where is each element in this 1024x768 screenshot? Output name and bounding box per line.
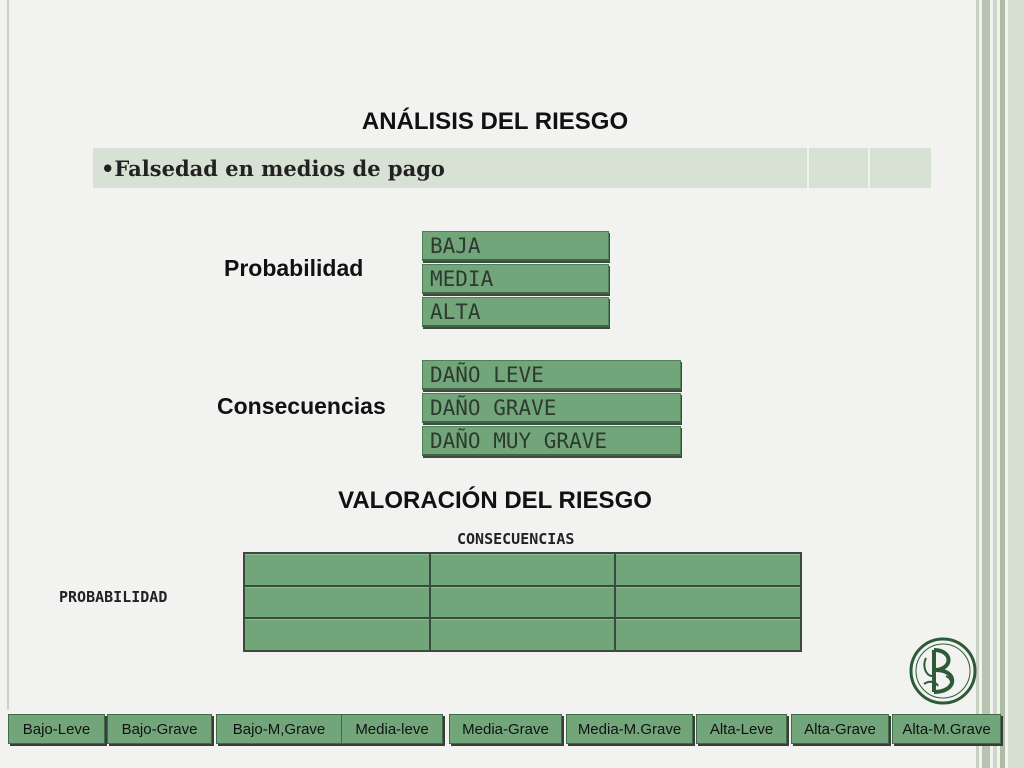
matrix-cell[interactable] xyxy=(431,587,615,618)
right-decor-stripe xyxy=(993,0,997,768)
matrix-cell[interactable] xyxy=(616,554,800,585)
legend-button-alta-grave[interactable]: Alta-Grave xyxy=(791,714,889,744)
matrix-column-axis-label: CONSECUENCIAS xyxy=(457,530,575,548)
consecuencias-item-muy-grave: DAÑO MUY GRAVE xyxy=(422,426,681,456)
consecuencias-label: Consecuencias xyxy=(217,393,386,419)
analisis-title: ANÁLISIS DEL RIESGO xyxy=(361,108,629,135)
monogram-logo-icon xyxy=(908,636,978,706)
right-decor-stripe xyxy=(1008,0,1024,768)
probabilidad-list xyxy=(422,231,609,330)
matrix-cell[interactable] xyxy=(431,619,615,650)
valoracion-title: VALORACIÓN DEL RIESGO xyxy=(338,487,652,514)
legend-button-bajo-m-grave[interactable]: Bajo-M,Grave xyxy=(216,714,342,744)
left-border-line xyxy=(7,0,9,710)
matrix-cell[interactable] xyxy=(616,619,800,650)
consecuencias-list xyxy=(422,360,681,459)
probabilidad-label: Probabilidad xyxy=(224,255,364,281)
matrix-cell[interactable] xyxy=(245,587,429,618)
matrix-row-axis-label: PROBABILIDAD xyxy=(59,588,168,606)
matrix-cell[interactable] xyxy=(431,554,615,585)
legend-button-media-leve[interactable]: Media-leve xyxy=(341,714,443,744)
probabilidad-item-media: MEDIA xyxy=(422,264,609,294)
risk-header-row xyxy=(93,148,931,188)
matrix-cell[interactable] xyxy=(245,554,429,585)
probabilidad-item-alta: ALTA xyxy=(422,297,609,327)
consecuencias-item-leve: DAÑO LEVE xyxy=(422,360,681,390)
legend-button-bajo-grave[interactable]: Bajo-Grave xyxy=(107,714,212,744)
probabilidad-item-baja: BAJA xyxy=(422,231,609,261)
legend-button-bajo-leve[interactable]: Bajo-Leve xyxy=(8,714,105,744)
legend-button-bar xyxy=(8,714,1004,746)
risk-empty-cell xyxy=(870,148,931,188)
legend-button-alta-leve[interactable]: Alta-Leve xyxy=(696,714,787,744)
risk-name-cell: •Falsedad en medios de pago xyxy=(93,148,809,188)
right-decor-stripe xyxy=(982,0,990,768)
legend-button-media-grave[interactable]: Media-Grave xyxy=(449,714,562,744)
matrix-cell[interactable] xyxy=(616,587,800,618)
legend-button-media-m-grave[interactable]: Media-M.Grave xyxy=(566,714,693,744)
right-decor-stripe xyxy=(1000,0,1005,768)
consecuencias-item-grave: DAÑO GRAVE xyxy=(422,393,681,423)
risk-empty-cell xyxy=(809,148,870,188)
legend-button-alta-m-grave[interactable]: Alta-M.Grave xyxy=(892,714,1001,744)
matrix-cell[interactable] xyxy=(245,619,429,650)
risk-matrix xyxy=(243,552,802,652)
